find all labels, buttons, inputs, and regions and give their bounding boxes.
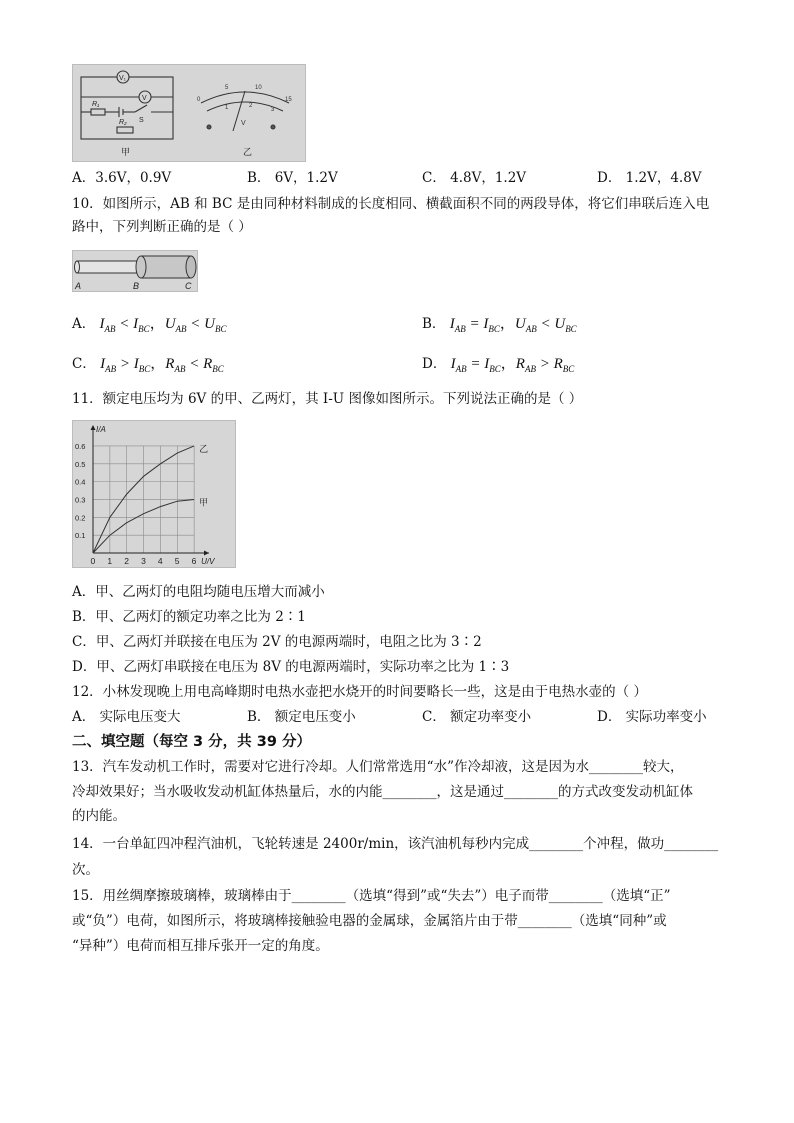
q11-option-a[interactable]: A．甲、乙两灯的电阻均随电压增大而减小 [72, 584, 325, 600]
q15-line3: “异种”）电荷而相互排斥张开一定的角度。 [72, 938, 329, 954]
q12-option-a[interactable]: A． 实际电压变大 [72, 709, 181, 725]
q12-option-c[interactable]: C． 额定功率变小 [422, 709, 532, 725]
x-tick-label: 2 [124, 556, 129, 566]
voltmeter-v-label: V [142, 95, 147, 102]
q13-line1: 13．汽车发动机工作时，需要对它进行冷却。人们常常选用“水”作冷却液，这是因为水________较大， [72, 759, 684, 775]
q15-line2: 或“负”）电荷，如图所示，将玻璃棒接触验电器的金属球，金属箔片由于带________（选填“同种”或 [72, 913, 667, 929]
y-tick-label: 0.5 [75, 459, 86, 469]
q10-option-a[interactable] [72, 314, 227, 339]
q12-option-d[interactable]: D． 实际功率变小 [597, 709, 707, 725]
section-heading-fill-in: 二、填空题（每空 3 分，共 39 分） [72, 734, 311, 750]
conductor-label-b: B [133, 281, 140, 291]
q12-stem: 12．小林发现晚上用电高峰期时电热水壶把水烧开的时间要略长一些，这是由于电热水壶的（ ） [72, 684, 647, 700]
y-axis-label: I/A [96, 425, 106, 434]
y-tick-label: 0.1 [75, 531, 86, 541]
q10-option-b[interactable] [422, 314, 577, 339]
x-axis-arrow [204, 551, 209, 556]
q11-option-b[interactable]: B．甲、乙两灯的额定功率之比为 2∶1 [72, 609, 306, 625]
option-letter: A． [72, 316, 96, 332]
y-tick-label: 0.2 [75, 513, 86, 523]
q14-line2: 次。 [72, 862, 99, 878]
option-formula: $I_{AB} < I_{BC}$，$U_{AB} < U_{BC}$ [99, 316, 227, 334]
y-axis-arrow [91, 425, 96, 430]
dial-tick-3: 3 [271, 107, 275, 113]
voltmeter-v1-label: V₁ [119, 75, 127, 82]
q9-option-b[interactable]: B． 6V，1.2V [247, 170, 338, 186]
q15-line1: 15．用丝绸摩擦玻璃棒，玻璃棒由于________（选填“得到”或“失去”）电子而带________（选填“正” [72, 888, 671, 904]
q13-line2: 冷却效果好；当水吸收发动机缸体热量后，水的内能________，这是通过________的方式改变发动机缸体 [72, 784, 693, 800]
dial-tick-10: 10 [255, 85, 262, 91]
q11-option-d[interactable]: D．甲、乙两灯串联接在电压为 8V 的电源两端时，实际功率之比为 1∶3 [72, 659, 510, 675]
q10-conductor-figure [72, 250, 198, 292]
conductor-drawing [73, 251, 197, 291]
series-label-jia: 甲 [199, 497, 209, 508]
y-tick-label: 0.6 [75, 441, 86, 451]
q10-stem-line1: 10．如图所示，AB 和 BC 是由同种材料制成的长度相同、横截面积不同的两段导体，将它们串联后连入电 [72, 196, 710, 212]
q10-option-c[interactable] [72, 354, 224, 379]
y-tick-label: 0.3 [75, 495, 86, 505]
figure-caption-yi: 乙 [243, 147, 253, 157]
q11-stem: 11．额定电压均为 6V 的甲、乙两灯，其 I-U 图像如图所示。下列说法正确的是（ ） [72, 391, 583, 407]
series-label-yi: 乙 [199, 443, 209, 454]
option-letter: B． [422, 316, 446, 332]
figure-caption-jia: 甲 [121, 147, 131, 157]
option-letter: C． [72, 356, 96, 372]
y-tick-label: 0.4 [75, 477, 86, 487]
q9-option-d[interactable]: D． 1.2V，4.8V [597, 170, 702, 186]
q9-figure [72, 64, 306, 162]
q9-option-c[interactable]: C． 4.8V，1.2V [422, 170, 527, 186]
x-tick-label: 4 [157, 556, 163, 566]
option-formula: $I_{AB} = I_{BC}$，$R_{AB} > R_{BC}$ [450, 356, 575, 374]
conductor-label-c: C [185, 281, 192, 291]
option-formula: $I_{AB} = I_{BC}$，$U_{AB} < U_{BC}$ [449, 316, 577, 334]
x-tick-label: 3 [141, 556, 146, 566]
q10-option-d[interactable] [422, 354, 574, 379]
q11-iu-chart [72, 420, 236, 568]
q12-option-b[interactable]: B． 额定电压变小 [247, 709, 356, 725]
x-axis-label: U/V [201, 557, 215, 566]
q14-line1: 14．一台单缸四冲程汽油机，飞轮转速是 2400r/min，该汽油机每秒内完成________个冲程，做功________ [72, 836, 719, 852]
option-formula: $I_{AB} > I_{BC}$，$R_{AB} < R_{BC}$ [100, 356, 224, 374]
dial-tick-15: 15 [285, 97, 292, 103]
dial-tick-0: 0 [197, 97, 201, 103]
dial-unit: V [241, 120, 246, 127]
conductor-label-a: A [75, 281, 82, 291]
q13-line3: 的内能。 [72, 808, 126, 824]
x-tick-label: 1 [107, 556, 113, 566]
x-tick-label: 5 [174, 556, 180, 566]
q11-option-c[interactable]: C．甲、乙两灯并联接在电压为 2V 的电源两端时，电阻之比为 3∶2 [72, 634, 482, 650]
dial-tick-5: 5 [225, 85, 229, 91]
dial-tick-1: 1 [225, 105, 229, 111]
q10-stem-line2: 路中，下列判断正确的是（ ） [72, 219, 252, 235]
x-tick-label: 0 [90, 556, 96, 566]
q9-option-a[interactable]: A．3.6V，0.9V [72, 170, 172, 186]
q9-figure-drawing [73, 65, 305, 161]
option-letter: D． [422, 356, 447, 372]
dial-tick-2: 2 [249, 103, 253, 109]
resistor-r2-label: R₂ [119, 119, 127, 126]
iu-chart-svg [73, 421, 235, 567]
resistor-r1-label: R₁ [92, 101, 100, 108]
switch-s-label: S [139, 117, 144, 124]
x-tick-label: 6 [191, 556, 197, 566]
